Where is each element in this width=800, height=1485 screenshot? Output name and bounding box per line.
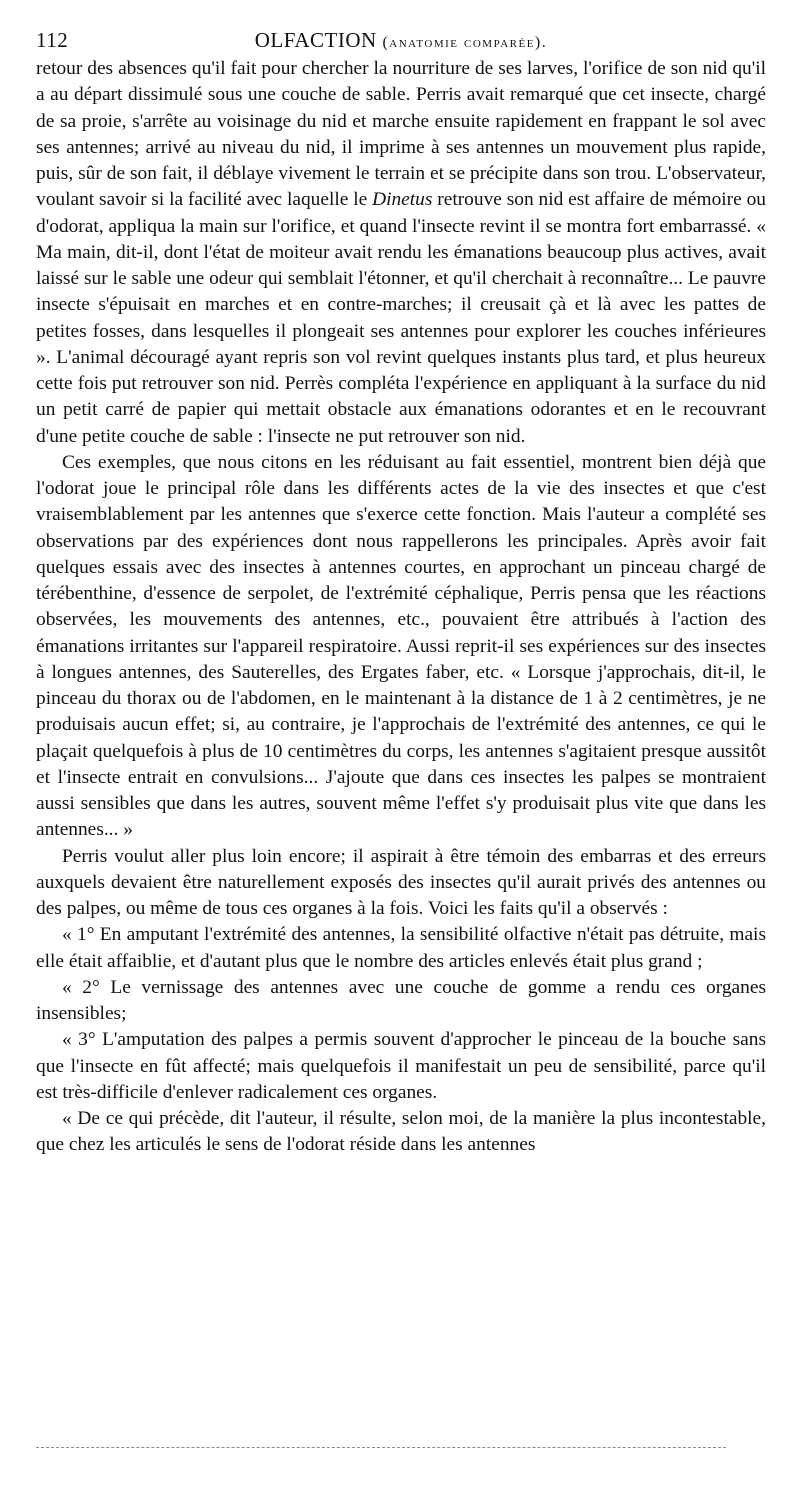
page-number: 112 [36, 28, 69, 52]
paragraph: « De ce qui précède, dit l'auteur, il résulte, selon moi, de la manière la plus incontestable, que chez les articulés le sens de l'odorat réside dans les antennes [36, 1108, 766, 1156]
running-title-main: OLFACTION [254, 28, 377, 52]
paragraph-continued [36, 56, 766, 450]
footer-rule [36, 1447, 726, 1448]
quote-item: « 2° Le vernissage des antennes avec une couche de gomme a rendu ces organes insensibles; [36, 976, 766, 1024]
paragraph: Perris voulut aller plus loin encore; il aspirait à être témoin des embarras et des erreurs auxquels devaient être naturellement exposés des insectes qu'il aurait privés des antennes ou des palpes, ou même de tous ces organes à la fois. Voici les faits qu'il a observés : [36, 845, 766, 919]
book-page [36, 26, 766, 1159]
paragraph: Ces exemples, que nous citons en les réduisant au fait essentiel, montrent bien déjà que l'odorat joue le principal rôle dans les différents actes de la vie des insectes et que c'est vraisemblablement par les antennes que s'exerce cette fonction. Mais l'auteur a complété ses observations par des expériences dont nous rappellerons les principales. Après avoir fait quelques essais avec des insectes à antennes courtes, en approchant un pinceau chargé de térébenthine, d'essence de serpolet, de l'extrémité céphalique, Perris pensa que les réactions observées, les mouvements des antennes, etc., pouvaient être attribués à l'action des émanations irritantes sur l'appareil respiratoire. Aussi reprit-il ses expériences sur des insectes à longues antennes, des Sauterelles, des Ergates faber, etc. « Lorsque j'approchais, dit-il, le pinceau du thorax ou de l'abdomen, en le maintenant à la distance de 1 à 2 centimètres, je ne produisais aucun effet; si, au contraire, je l'approchais de l'extrémité des antennes, ce qui le plaçait quelquefois à plus de 10 centimètres du corps, les antennes s'agitaient presque aussitôt et l'insecte entrait en convulsions... J'ajoute que dans ces insectes les palpes se montraient aussi sensibles que dans les autres, souvent même l'effet s'y produisait plus vite que dans les antennes... » [36, 451, 766, 841]
species-name: Dinetus [372, 189, 433, 211]
running-title-subtitle: (anatomie comparée). [382, 34, 548, 51]
paragraph-text: retour des absences qu'il fait pour chercher la nourriture de ses larves, l'orifice de son nid qu'il a au départ dissimulé sous une couche de sable. Perris avait remarqué que cet insecte, chargé de sa proie, s'arrête au voisinage du nid et marche ensuite rapidement en frappant le sol avec ses antennes; arrivé au niveau du nid, il imprime à ses antennes un mouvement plus rapide, puis, sûr de son fait, il déblaye vivement le terrain et se précipite dans son trou. L'observateur, voulant savoir si la facilité avec laquelle le [36, 58, 766, 211]
quote-item: « 3° L'amputation des palpes a permis souvent d'approcher le pinceau de la bouche sans que l'insecte en fût affecté; mais quelquefois il manifestait un peu de sensibilité, parce qu'il est très-difficile d'enlever radicalement ces organes. [36, 1029, 766, 1103]
paragraph-text: retrouve son nid est affaire de mémoire ou d'odorat, appliqua la main sur l'orifice, et quand l'insecte revint il se montra fort embarrassé. « Ma main, dit-il, dont l'état de moiteur avait rendu les émanations beaucoup plus actives, avait laissé sur le sable une odeur qui semblait l'étonner, et qu'il cherchait à reconnaître... Le pauvre insecte s'épuisait en marches et en contre-marches; il creusait çà et là avec les pattes de petites fosses, dans lesquelles il plongeait ses antennes pour explorer les couches inférieures ». L'animal découragé ayant repris son vol revint quelques instants plus tard, et plus heureux cette fois put retrouver son nid. Perrès compléta l'expérience en appliquant à la surface du nid un petit carré de papier qui mettait obstacle aux émanations odorantes et en le recouvrant d'une petite couche de sable : l'insecte ne put retrouver son nid. [36, 189, 766, 447]
body-text [36, 56, 766, 1159]
running-title [36, 28, 766, 53]
quote-item: « 1° En amputant l'extrémité des antennes, la sensibilité olfactive n'était pas détruite, mais elle était affaiblie, et d'autant plus que le nombre des articles enlevés était plus grand ; [36, 924, 766, 972]
running-head [36, 26, 766, 56]
